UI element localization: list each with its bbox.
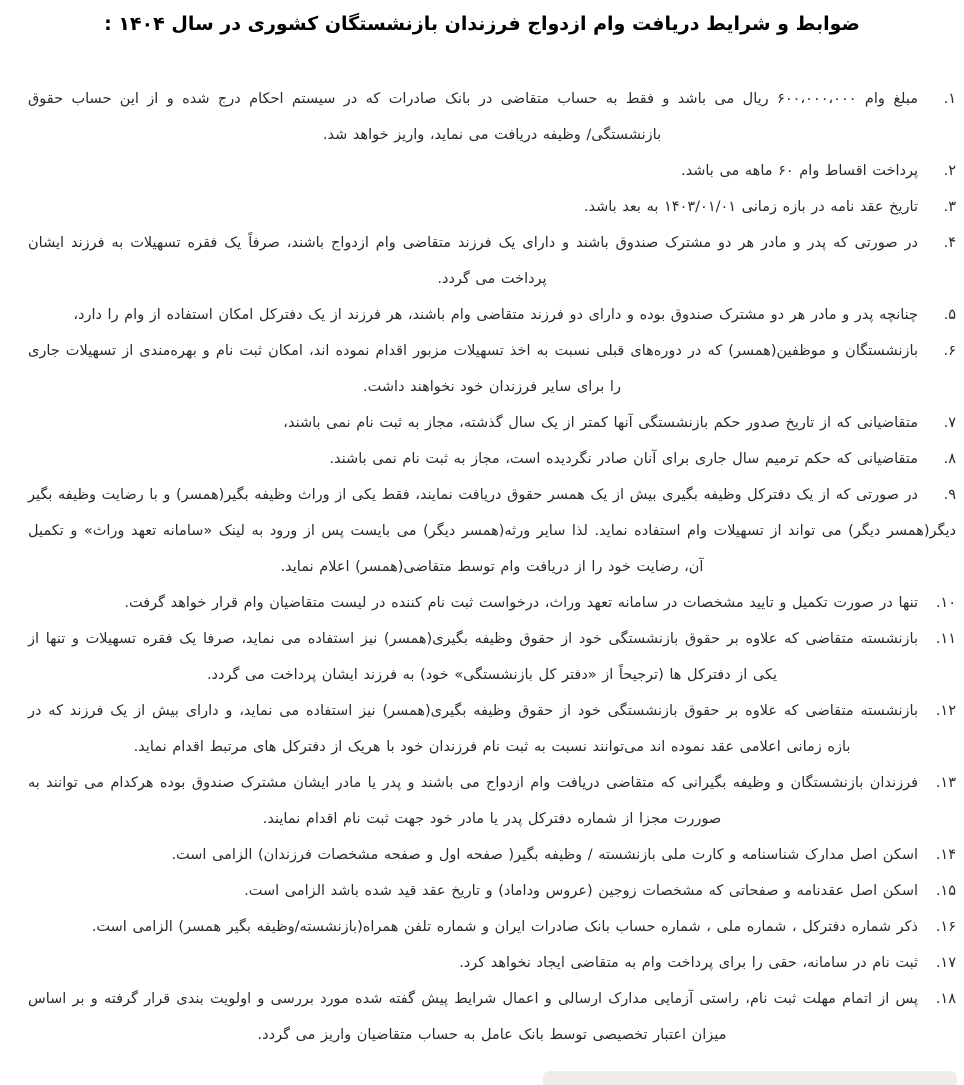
item-text: در صورتی که از یک دفترکل وظیفه بگیری بیش از یک همسر حقوق دریافت نمایند، فقط یکی از وراث وظیفه بگیر(همسر) و با رضایت وظیفه بگیر دیگر(همسر دیگر) می تواند از تسهیلات وام استفاده نماید. لذا سایر ورثه(همسر دیگر) می بایست پس از ورود به لینک «سامانه تعهد وراث» و تکمیل آن، رضایت خود را از دریافت وام توسط متقاضی(همسر) اعلام نماید. [28,487,956,575]
cutoff-footer-strip [543,1071,957,1085]
item-number: ۱۶. [935,919,956,935]
item-number: ۳. [943,199,956,215]
item-number: ۱. [943,91,956,107]
list-item [28,477,956,585]
item-text: فرزندان بازنشستگان و وظیفه بگیرانی که متقاضی دریافت وام ازدواج می باشند و پدر یا مادر ایشان مشترک صندوق بوده هرکدام می توانند به صوررت مجزا از شماره دفترکل پدر یا مادر خود جهت ثبت نام اقدام نمایند. [28,775,918,827]
item-number: ۱۲. [935,703,956,719]
list-item [28,189,956,225]
list-item [28,693,956,765]
item-text: متقاضیانی که از تاریخ صدور حکم بازنشستگی آنها کمتر از یک سال گذشته، مجاز به ثبت نام نمی باشند، [283,415,918,431]
item-text: متقاضیانی که حکم ترمیم سال جاری برای آنان صادر نگردیده است، مجاز به ثبت نام نمی باشند. [329,451,918,467]
list-item [28,333,956,405]
list-item [28,441,956,477]
item-text: بازنشستگان و موظفین(همسر) که در دوره‌های قبلی نسبت به اخذ تسهیلات مزبور اقدام نموده اند، امکان ثبت نام و بهره‌مندی از تسهیلات جاری را برای سایر فرزندان خود نخواهند داشت. [28,343,918,395]
item-text: اسکن اصل مدارک شناسنامه و کارت ملی بازنشسته / وظیفه بگیر( صفحه اول و صفحه مشخصات فرزندان) الزامی است. [171,847,918,863]
item-number: ۱۴. [935,847,956,863]
item-number: ۸. [943,451,956,467]
list-item [28,405,956,441]
list-item [28,909,956,945]
item-number: ۴. [943,235,956,251]
item-text: بازنشسته متقاضی که علاوه بر حقوق بازنشستگی خود از حقوق وظیفه بگیری(همسر) نیز استفاده می نماید، و دارای بیش از یک فرزند که در بازه زمانی اعلامی عقد نموده اند می‌توانند نسبت به ثبت نام فرزندان خود با هریک از دفترکل های مرتبط اقدام نماید. [28,703,918,755]
item-number: ۱۸. [935,991,956,1007]
list-item [28,621,956,693]
item-text: مبلغ وام ۶۰۰،۰۰۰،۰۰۰ ریال می باشد و فقط به حساب متقاضی در بانک صادرات که در سیستم احکام درج شده و از این حساب حقوق بازنشستگی/ وظیفه دریافت می نماید، واریز خواهد شد. [28,91,918,143]
item-number: ۱۷. [935,955,956,971]
item-text: پرداخت اقساط وام ۶۰ ماهه می باشد. [681,163,918,179]
list-item [28,765,956,837]
list-item [28,81,956,153]
item-text: پس از اتمام مهلت ثبت نام، راستی آزمایی مدارک ارسالی و اعمال شرایط پیش گفته شده مورد بررسی و اولویت بندی قرار گرفته و بر اساس میزان اعتبار تخصیصی توسط بانک عامل به حساب متقاضیان واریز می گردد. [28,991,918,1043]
item-text: بازنشسته متقاضی که علاوه بر حقوق بازنشستگی خود از حقوق وظیفه بگیری(همسر) نیز استفاده می نماید، صرفا یک فقره تسهیلات و تنها از یکی از دفترکل ها (ترجیحاً از «دفتر کل بازنشستگی» خود) به فرزند ایشان پرداخت می گردد. [28,631,918,683]
list-item [28,837,956,873]
list-item [28,585,956,621]
item-text: چنانچه پدر و مادر هر دو مشترک صندوق بوده و دارای دو فرزند متقاضی وام باشند، هر فرزند از یک دفترکل امکان استفاده از وام را دارد، [73,307,918,323]
item-text: تنها در صورت تکمیل و تایید مشخصات در سامانه تعهد وراث، درخواست ثبت نام کننده در لیست متقاضیان وام قرار خواهد گرفت. [124,595,918,611]
list-item [28,297,956,333]
list-item [28,873,956,909]
item-number: ۶. [943,343,956,359]
list-item [28,225,956,297]
list-item [28,945,956,981]
item-number: ۱۱. [935,631,956,647]
item-number: ۹. [943,487,956,503]
item-text: در صورتی که پدر و مادر هر دو مشترک صندوق باشند و دارای یک فرزند متقاضی وام ازدواج باشند، صرفاً یک فقره تسهیلات به فرزند ایشان پرداخت می گردد. [28,235,918,287]
item-number: ۵. [943,307,956,323]
item-number: ۱۳. [935,775,956,791]
item-text: اسکن اصل عقدنامه و صفحاتی که مشخصات زوجین (عروس وداماد) و تاریخ عقد قید شده باشد الزامی است. [244,883,918,899]
document-title: ضوابط و شرایط دریافت وام ازدواج فرزندان بازنشستگان کشوری در سال ۱۴۰۴ : [104,13,860,35]
item-number: ۱۵. [935,883,956,899]
item-number: ۲. [943,163,956,179]
item-number: ۷. [943,415,956,431]
item-text: تاریخ عقد نامه در بازه زمانی ۱۴۰۳/۰۱/۰۱ به بعد باشد. [583,199,918,215]
list-item [28,153,956,189]
list-item [28,981,956,1053]
item-text: ثبت نام در سامانه، حقی را برای پرداخت وام به متقاضی ایجاد نخواهد کرد. [459,955,918,971]
item-number: ۱۰. [935,595,956,611]
item-text: ذکر شماره دفترکل ، شماره ملی ، شماره حساب بانک صادرات ایران و شماره تلفن همراه(بازنشسته/وظیفه بگیر همسر) الزامی است. [91,919,918,935]
terms-list [28,81,956,1053]
